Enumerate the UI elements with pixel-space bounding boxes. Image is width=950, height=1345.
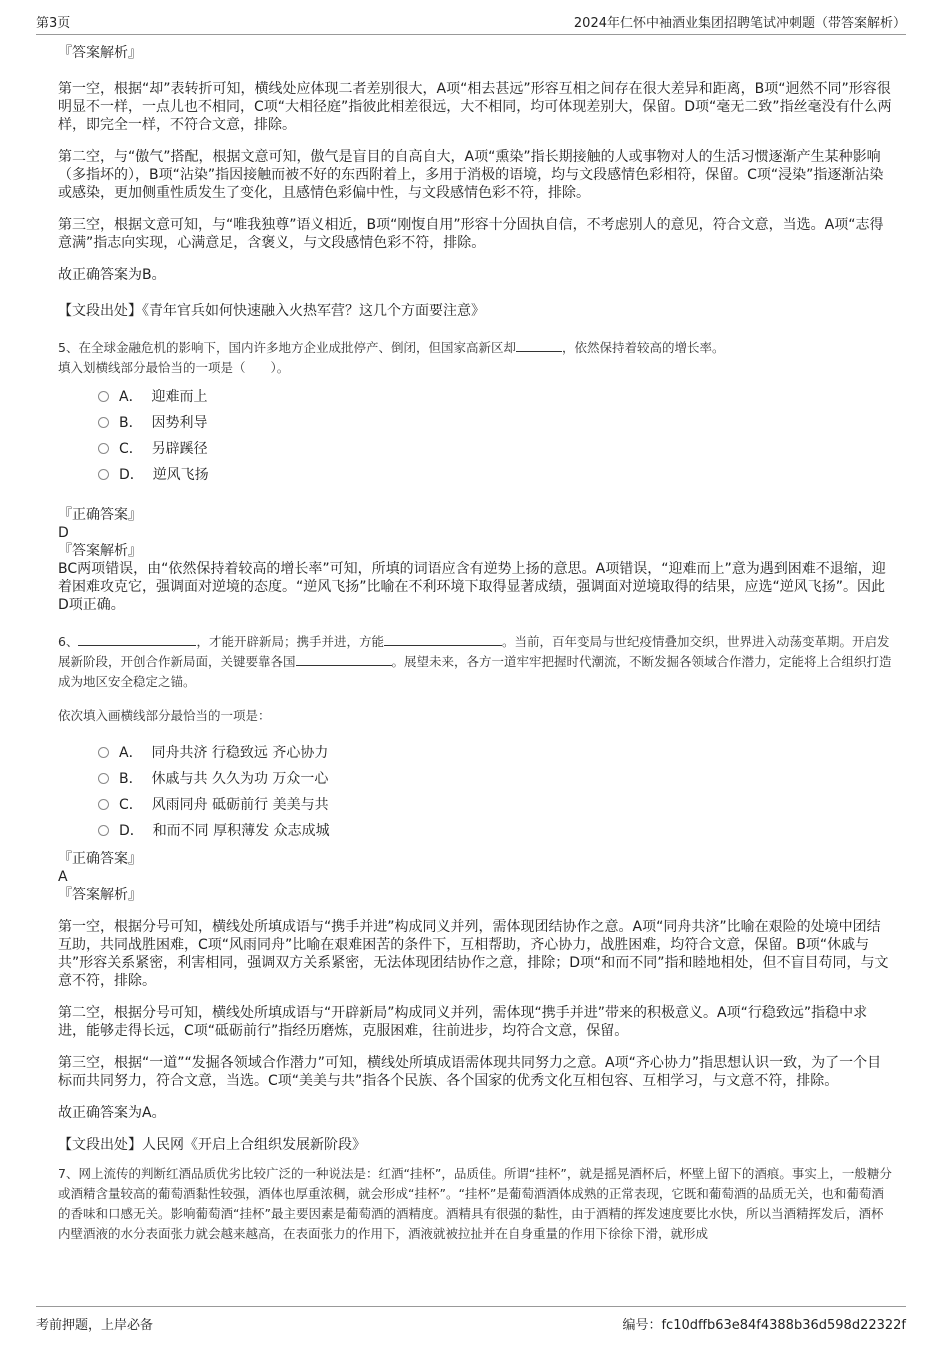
radio-icon[interactable]: [98, 443, 109, 454]
q6-source: 【文段出处】人民网《开启上合组织发展新阶段》: [58, 1137, 366, 1153]
radio-icon[interactable]: [98, 825, 109, 836]
q6-option-a[interactable]: A． 同舟共济 行稳致远 齐心协力: [98, 740, 894, 766]
q5-option-b[interactable]: B． 因势利导: [98, 410, 894, 436]
document-id: 编号：fc10dffb63e84f4388b36d598d22322f: [622, 1318, 906, 1333]
q7-stem: 7、网上流传的判断红酒品质优劣比较广泛的一种说法是：红酒“挂杯”，品质佳。所谓“挂杯”，就是摇晃酒杯后，杯壁上留下的酒痕。事实上，一般糖分或酒精含量较高的葡萄酒黏性较强，酒体也厚重浓稠，就会形成“挂杯”。“挂杯”是葡萄酒酒体成熟的正常表现，它既和葡萄酒的品质无关，也和葡萄酒的香味和口感无关。影响葡萄酒“挂杯”最主要因素是葡萄酒的酒精度。酒精具有很强的黏性，由于酒精的挥发速度要比水快，所以当酒精挥发后，酒杯内壁酒液的水分表面张力就会越来越高，在表面张力的作用下，酒液就被拉扯并在自身重量的作用下徐徐下滑，就形成: [58, 1166, 892, 1241]
page-header: [36, 12, 906, 35]
q6-analysis-label: 『答案解析』: [58, 887, 142, 903]
q6-analysis-p3: 第三空，根据“一道”“发掘各领域合作潜力”可知，横线处所填成语需体现共同努力之意。A项“齐心协力”指思想认识一致，为了一个目标而共同努力，符合文意，当选。C项“美美与共”指各个民族、各个国家的优秀文化互相包容、互相学习，与文意不符，排除。: [58, 1055, 882, 1089]
q5-analysis-label: 『答案解析』: [58, 543, 142, 559]
q5-analysis: BC两项错误，由“依然保持着较高的增长率”可知，所填的词语应含有逆势上扬的意思。A项错误，“迎难而上”意为遇到困难不退缩，迎着困难攻克它，强调面对逆境的态度。“逆风飞扬”比喻在不利环境下取得显著成绩，强调面对逆境取得的结果，应选“逆风飞扬”。因此D项正确。: [58, 561, 886, 613]
radio-icon[interactable]: [98, 391, 109, 402]
q6-answer: A: [58, 869, 68, 885]
q6-stem: 6、 ，才能开辟新局；携手并进，方能 。当前，百年变局与世纪疫情叠加交织，世界进入动荡变革期。开启发展新阶段，开创合作新局面，关键要靠各国 。展望未来，各方一道牢牢把握时代潮流，不断发掘各领域合作潜力，定能将上合组织打造成为地区安全稳定之锚。: [58, 634, 892, 689]
radio-icon[interactable]: [98, 799, 109, 810]
q4-conclusion: 故正确答案为B。: [58, 267, 166, 283]
q5-answer: D: [58, 525, 69, 541]
q4-analysis-p2: 第二空，与“傲气”搭配，根据文意可知，傲气是盲目的自高自大，A项“熏染”指长期接触的人或事物对人的生活习惯逐渐产生某种影响（多指坏的），B项“沾染”指因接触而被不好的东西附着上，多用于消极的语境，均与文段感情色彩相符，保留。C项“浸染”指逐渐沾染或感染，更加侧重性质发生了变化，且感情色彩偏中性，与文段感情色彩不符，排除。: [58, 149, 884, 201]
q4-analysis-p3: 第三空，根据文意可知，与“唯我独尊”语义相近，B项“刚愎自用”形容十分固执自信，不考虑别人的意见，符合文意，当选。A项“志得意满”指志向实现，心满意足，含褒义，与文段感情色彩不符，排除。: [58, 217, 884, 251]
q6-blank-2: [384, 632, 502, 646]
page-footer: [36, 1306, 906, 1339]
footer-slogan: 考前押题，上岸必备: [36, 1318, 154, 1333]
radio-icon[interactable]: [98, 773, 109, 784]
q5-correct-label: 『正确答案』: [58, 507, 142, 523]
q5-option-c[interactable]: C． 另辟蹊径: [98, 436, 894, 462]
radio-icon[interactable]: [98, 417, 109, 428]
q6-instruction: 依次填入画横线部分最恰当的一项是：: [58, 708, 271, 723]
radio-icon[interactable]: [98, 747, 109, 758]
q6-option-b[interactable]: B． 休戚与共 久久为功 万众一心: [98, 766, 894, 792]
q5-option-a[interactable]: A． 迎难而上: [98, 384, 894, 410]
q6-analysis-p2: 第二空，根据分号可知，横线处所填成语与“开辟新局”构成同义并列，需体现“携手并进”带来的积极意义。A项“行稳致远”指稳中求进，能够走得长远，C项“砥砺前行”指经历磨炼，克服困难，往前进步，均符合文意，保留。: [58, 1005, 868, 1039]
q5-option-d[interactable]: D． 逆风飞扬: [98, 462, 894, 488]
radio-icon[interactable]: [98, 469, 109, 480]
page-number: 第3页: [36, 16, 71, 31]
q5-stem: 5、在全球金融危机的影响下，国内许多地方企业成批停产、倒闭，但国家高新区却 ，依然保持着较高的增长率。: [58, 340, 725, 355]
q4-analysis-p1: 第一空，根据“却”表转折可知，横线处应体现二者差别很大，A项“相去甚远”形容互相之间存在很大差异和距离，B项“迥然不同”形容很明显不一样，一点儿也不相同，C项“大相径庭”指彼此相差很远，大不相同，均可体现差别大，保留。D项“毫无二致”指丝毫没有什么两样，即完全一样，不符合文意，排除。: [58, 81, 892, 133]
q6-option-d[interactable]: D． 和而不同 厚积薄发 众志成城: [98, 818, 894, 844]
q5-instruction: 填入划横线部分最恰当的一项是（ ）。: [58, 360, 290, 375]
q6-blank-1: [78, 632, 196, 646]
document-title: 2024年仁怀中袖酒业集团招聘笔试冲刺题（带答案解析）: [573, 16, 906, 31]
q6-option-c[interactable]: C． 风雨同舟 砥砺前行 美美与共: [98, 792, 894, 818]
q4-source: 【文段出处】《青年官兵如何快速融入火热军营？这几个方面要注意》: [58, 303, 485, 319]
q6-conclusion: 故正确答案为A。: [58, 1105, 166, 1121]
q6-blank-3: [296, 652, 392, 666]
q4-analysis-label: 『答案解析』: [58, 45, 142, 61]
q5-blank: [516, 338, 562, 352]
document-body: [58, 44, 894, 1244]
q6-analysis-p1: 第一空，根据分号可知，横线处所填成语与“携手并进”构成同义并列，需体现团结协作之意。A项“同舟共济”比喻在艰险的处境中团结互助，共同战胜困难，C项“风雨同舟”比喻在艰难困苦的条件下，互相帮助，齐心协力，战胜困难，均符合文意，保留。B项“休戚与共”形容关系紧密，利害相同，强调双方关系紧密，无法体现团结协作之意，排除；D项“和而不同”指和睦地相处，但不盲目苟同，与文意不符，排除。: [58, 919, 889, 989]
q6-correct-label: 『正确答案』: [58, 851, 142, 867]
